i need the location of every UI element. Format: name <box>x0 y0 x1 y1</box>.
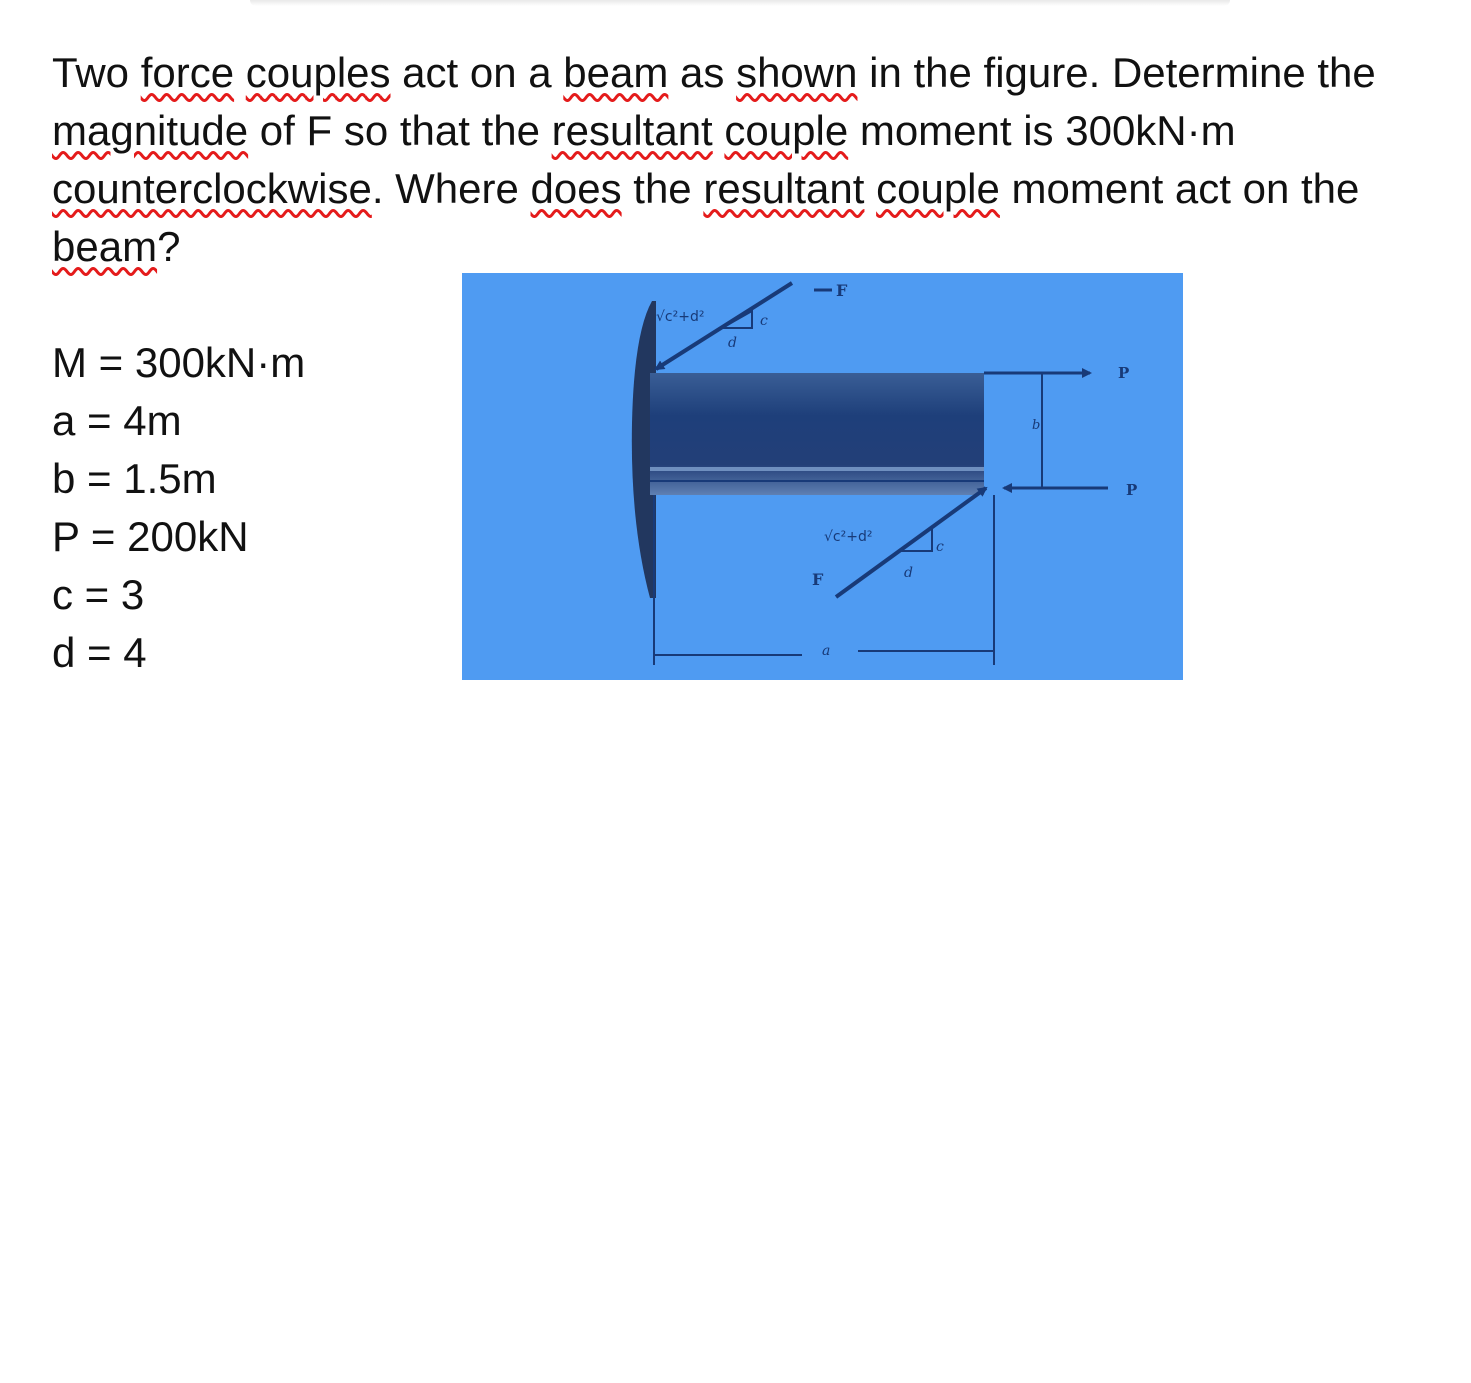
problem-segment <box>864 165 876 212</box>
misspelled-word[interactable]: beam <box>563 49 669 96</box>
problem-segment <box>713 107 725 154</box>
problem-segment <box>234 49 246 96</box>
misspelled-word[interactable]: force <box>140 49 235 96</box>
beam-figure <box>462 273 1183 680</box>
problem-segment: as <box>668 49 737 96</box>
misspelled-word[interactable]: magnitude <box>52 107 249 154</box>
misspelled-word[interactable]: shown <box>736 49 858 96</box>
label-c-bottom: c <box>936 539 944 555</box>
problem-segment: the <box>621 165 704 212</box>
misspelled-word[interactable]: couple <box>724 107 849 154</box>
label-f-bottom: F <box>812 570 824 589</box>
given-c: c = 3 <box>52 571 145 618</box>
label-b: b <box>1032 418 1041 433</box>
problem-segment: moment is 300kN·m <box>848 107 1236 154</box>
label-p-top: P <box>1118 364 1130 382</box>
slope-triangle-bottom <box>900 528 932 551</box>
misspelled-word[interactable]: couples <box>245 49 391 96</box>
label-d-bottom: d <box>904 565 913 581</box>
label-a: a <box>822 643 831 659</box>
problem-segment: of F so that the <box>248 107 552 154</box>
slope-triangle-top <box>722 311 752 328</box>
problem-segment: Two <box>52 49 141 96</box>
label-c-top: c <box>760 313 768 329</box>
top-bar <box>250 0 1230 6</box>
problem-segment: act on a <box>390 49 564 96</box>
label-p-bottom: P <box>1126 481 1138 499</box>
given-b: b = 1.5m <box>52 455 217 502</box>
problem-segment: moment act on the <box>999 165 1360 212</box>
given-p: P = 200kN <box>52 513 249 560</box>
misspelled-word[interactable]: resultant <box>551 107 713 154</box>
beam <box>650 373 984 495</box>
misspelled-word[interactable]: beam <box>52 223 158 270</box>
problem-segment: in the figure. Determine the <box>857 49 1376 96</box>
slope-label-bottom: √c²+d² <box>824 529 873 545</box>
given-moment: M = 300kN·m <box>52 339 306 386</box>
problem-segment: ? <box>157 223 181 270</box>
problem-segment: . Where <box>371 165 531 212</box>
label-d-top: d <box>728 335 737 351</box>
given-a: a = 4m <box>52 397 182 444</box>
misspelled-word[interactable]: resultant <box>703 165 865 212</box>
problem-statement <box>52 44 1432 276</box>
beam-diagram <box>462 273 1183 680</box>
given-d: d = 4 <box>52 629 147 676</box>
slope-label-top: √c²+d² <box>656 309 705 325</box>
misspelled-word[interactable]: counterclockwise <box>52 165 372 212</box>
misspelled-word[interactable]: couple <box>876 165 1000 212</box>
label-f-top: F <box>836 281 848 300</box>
given-values <box>52 334 305 682</box>
misspelled-word[interactable]: does <box>530 165 622 212</box>
